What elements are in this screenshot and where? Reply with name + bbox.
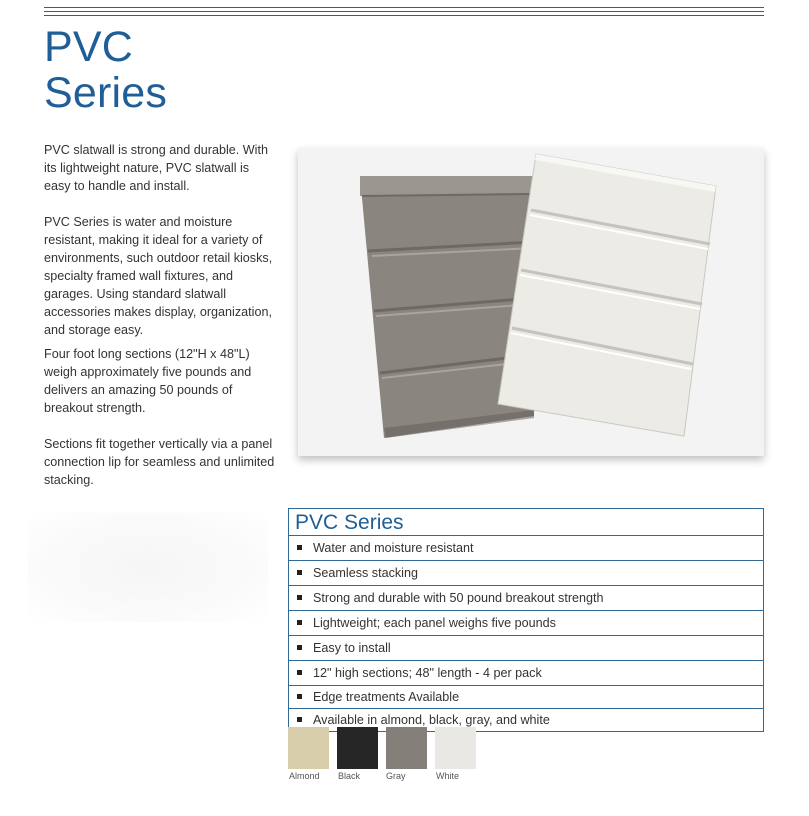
spec-text: Edge treatments Available: [313, 690, 460, 704]
swatch-label-almond: Almond: [289, 771, 320, 781]
page-title: [44, 24, 167, 116]
white-panel: [498, 154, 716, 436]
swatch-label-gray: Gray: [386, 771, 406, 781]
bullet-icon: [297, 717, 302, 722]
stacking-paragraph: Sections fit together vertically via a panel connection lip for seamless and unlimited stacking.: [44, 437, 275, 487]
title-line-2: Series: [44, 69, 168, 117]
spec-row: [289, 661, 763, 686]
spec-row: [289, 586, 763, 611]
top-rule-3: [44, 15, 764, 16]
spec-text: Available in almond, black, gray, and white: [313, 713, 550, 727]
spec-table: [288, 508, 764, 732]
sections-paragraph: Four foot long sections (12"H x 48"L) weigh approximately five pounds and delivers an amazing 50 pounds of breakout strength.: [44, 347, 252, 415]
bullet-icon: [297, 670, 302, 675]
spec-row: [289, 561, 763, 586]
spec-text: Strong and durable with 50 pound breakout strength: [313, 591, 604, 605]
spec-table-title: PVC Series: [289, 509, 763, 536]
swatch-black: [337, 727, 378, 769]
bullet-icon: [297, 570, 302, 575]
spec-text: Seamless stacking: [313, 566, 418, 580]
bullet-icon: [297, 645, 302, 650]
top-rule-2: [44, 11, 764, 12]
spec-row: [289, 686, 763, 709]
title-line-1: PVC: [44, 23, 134, 71]
swatch-almond: [288, 727, 329, 769]
bullet-icon: [297, 595, 302, 600]
faded-background-area: [28, 512, 268, 622]
swatch-label-white: White: [436, 771, 460, 781]
swatch-label-black: Black: [338, 771, 361, 781]
product-photo: [298, 148, 764, 456]
spec-row: [289, 536, 763, 561]
bullet-icon: [297, 545, 302, 550]
spec-text: 12" high sections; 48" length - 4 per pack: [313, 666, 542, 680]
intro-paragraph: PVC slatwall is strong and durable. With its lightweight nature, PVC slatwall is easy to handle and install.: [44, 143, 268, 193]
spec-row: [289, 611, 763, 636]
bullet-icon: [297, 620, 302, 625]
spec-text: Water and moisture resistant: [313, 541, 474, 555]
spec-text: Easy to install: [313, 641, 391, 655]
spec-row: [289, 636, 763, 661]
swatch-gray: [386, 727, 427, 769]
resistance-paragraph: PVC Series is water and moisture resistant, making it ideal for a variety of environments, such outdoor retail kiosks, specialty framed wall fixtures, and garages. Using standard slatwall accessories makes display, organization, and storage easy.: [44, 215, 273, 337]
top-rule-1: [44, 7, 764, 8]
slatwall-panels-illustration: [298, 148, 764, 456]
swatch-white: [435, 727, 476, 769]
spec-text: Lightweight; each panel weighs five pounds: [313, 616, 556, 630]
bullet-icon: [297, 694, 302, 699]
